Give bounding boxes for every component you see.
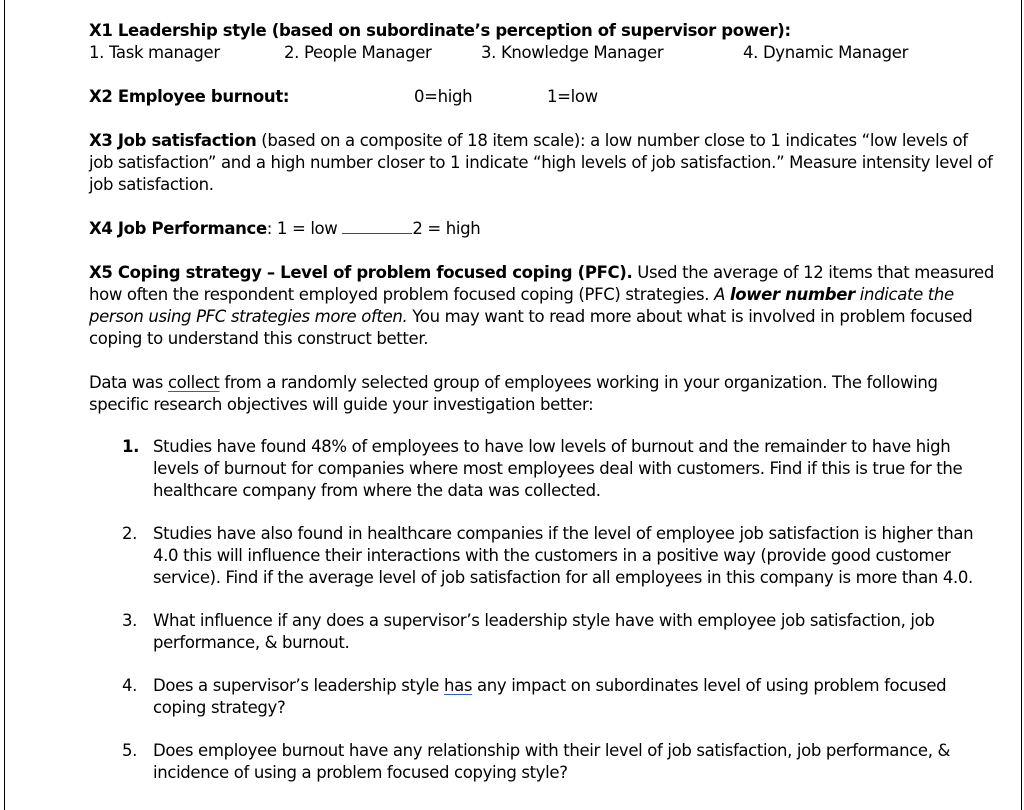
right-page-border [1021,0,1022,810]
x3-heading: X3 Job satisfaction [89,131,257,150]
x5-italic-bold: lower number [729,285,855,304]
objective-number: 1. [122,437,140,456]
x4-high: 2 = high [412,219,481,238]
x1-option-dynamic-manager: 4. Dynamic Manager [743,43,909,62]
objective-text: What influence if any does a supervisor’s leadership style have with employee job satisfaction, job performance, & burnout. [153,611,935,652]
x4-section [89,218,994,240]
objective-number: 5. [122,741,138,760]
x5-italic-1: A [714,285,730,304]
x5-section [89,262,994,350]
objective-item [89,675,994,719]
x2-section [89,86,994,108]
x4-scale-line [342,219,412,234]
objective-item [89,740,994,784]
objective-number: 4. [122,676,138,695]
x2-value-low: 1=low [547,87,598,106]
x1-heading: X1 Leadership style (based on subordinate’s perception of supervisor power): [89,21,791,40]
intro-flagged-word: collect [167,373,220,392]
x1-option-people-manager: 2. People Manager [284,43,432,62]
x2-heading: X2 Employee burnout: [89,87,290,106]
x5-italic-2: indicate the person using PFC strategies more often. [89,285,954,326]
x1-option-task-manager: 1. Task manager [89,43,220,62]
objective-item [89,610,994,654]
x1-section [89,20,994,64]
objective-flagged-word: has [444,676,473,695]
x3-text: (based on a composite of 18 item scale): a low number close to 1 indicates “low levels of job satisfaction” and a high number closer to 1 indicate “high levels of job satisfaction.” Measure intensity level of job satisfaction. [89,131,993,194]
objective-text: Studies have found 48% of employees to have low levels of burnout and the remainder to have high levels of burnout for companies where most employees deal with customers. Find if this is true for the healthcare company from where the data was collected. [153,437,963,500]
objective-text: Does employee burnout have any relationship with their level of job satisfaction, job performance, & incidence of using a problem focused copying style? [153,741,951,782]
objective-text: Does a supervisor’s leadership style has any impact on subordinates level of using problem focused coping strategy? [153,676,947,717]
objective-text: Studies have also found in healthcare companies if the level of employee job satisfaction is higher than 4.0 this will influence their interactions with the customers in a positive way (provide good customer service). Find if the average level of job satisfaction for all employees in this company is more than 4.0. [153,524,974,587]
objective-item [89,523,994,589]
x4-heading: X4 Job Performance [89,219,267,238]
x2-value-high: 0=high [414,87,473,106]
left-page-border [4,0,5,810]
intro-paragraph: Data was collect from a randomly selected group of employees working in your organization. The following specific research objectives will guide your investigation better: [89,373,938,414]
x3-section [89,130,994,196]
x1-options [89,42,994,64]
objectives-list [89,436,994,784]
x5-text-2: You may want to read more about what is involved in problem focused coping to understand this construct better. [89,307,973,348]
x4-low: : 1 = low [266,219,343,238]
x5-heading: X5 Coping strategy – Level of problem focused coping (PFC). [89,263,633,282]
x1-option-knowledge-manager: 3. Knowledge Manager [481,43,664,62]
document-page [89,20,994,805]
x5-text-1: Used the average of 12 items that measured how often the respondent employed problem focused coping (PFC) strategies. [89,263,994,304]
objective-item [89,436,994,502]
objective-number: 3. [122,611,138,630]
objective-number: 2. [122,524,138,543]
